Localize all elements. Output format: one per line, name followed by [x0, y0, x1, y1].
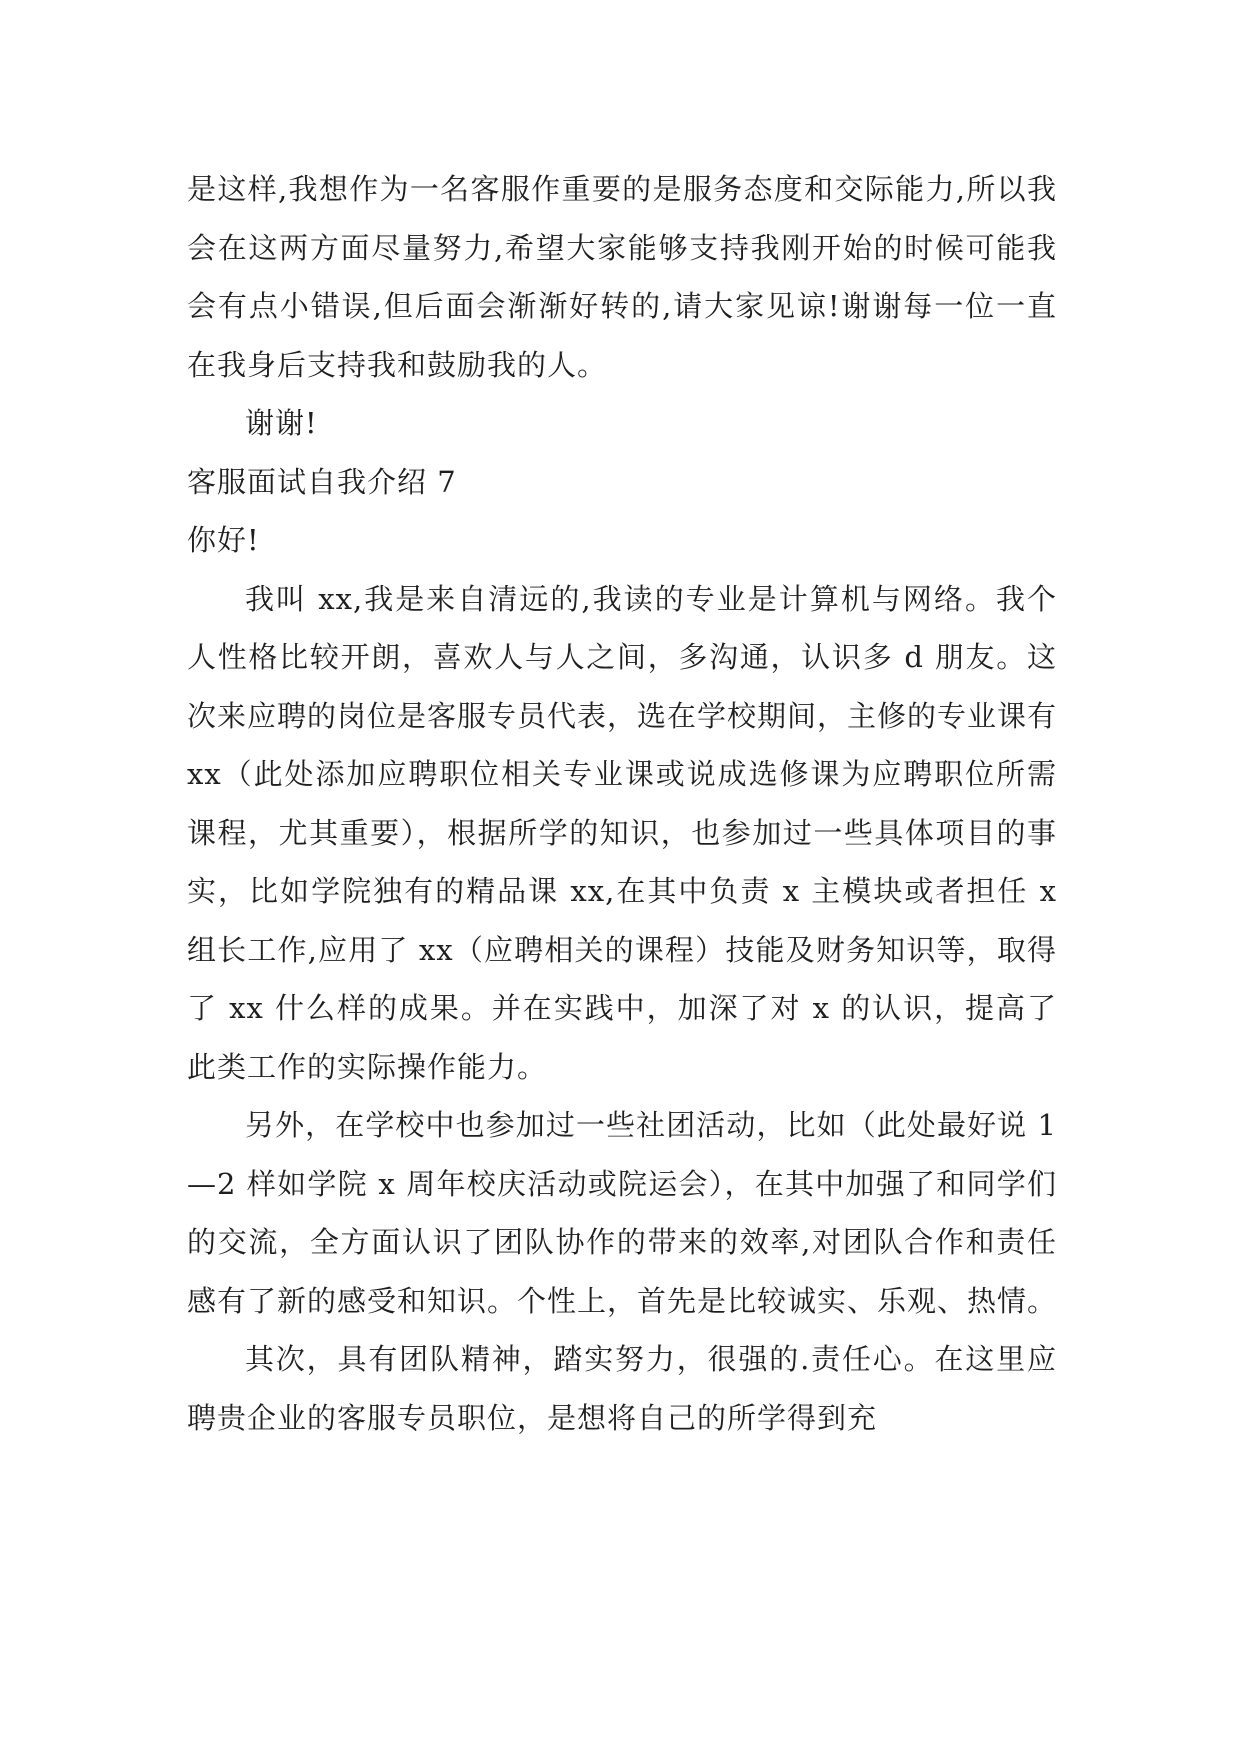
- paragraph-activities: 另外，在学校中也参加过一些社团活动，比如（此处最好说 1—2 样如学院 x 周年校庆活动或院运会），在其中加强了和同学们的交流，全方面认识了团队协作的带来的效率,对团队合作和责任感有了新的感受和知识。个性上，首先是比较诚实、乐观、热情。: [187, 1108, 1058, 1318]
- document-body: [187, 160, 1057, 1447]
- paragraph-introduction: 我叫 xx,我是来自清远的,我读的专业是计算机与网络。我个人性格比较开朗，喜欢人与人之间，多沟通，认识多 d 朋友。这次来应聘的岗位是客服专员代表，选在学校期间，主修的专业课有 xx（此处添加应聘职位相关专业课或说成选修课为应聘职位所需课程，尤其重要），根据所学的知识，也参加过一些具体项目的事实，比如学院独有的精品课 xx,在其中负责 x 主模块或者担任 x 组长工作,应用了 xx（应聘相关的课程）技能及财务知识等，取得了 xx 什么样的成果。并在实践中，加深了对 x 的认识，提高了此类工作的实际操作能力。: [187, 581, 1058, 1084]
- section-heading: 客服面试自我介绍 7: [187, 464, 457, 499]
- paragraph-teamwork: 其次，具有团队精神，踏实努力，很强的.责任心。在这里应聘贵企业的客服专员职位，是想将自己的所学得到充: [187, 1342, 1057, 1435]
- paragraph-closing-statement: 是这样,我想作为一名客服作重要的是服务态度和交际能力,所以我会在这两方面尽量努力,希望大家能够支持我刚开始的时候可能我会有点小错误,但后面会渐渐好转的,请大家见谅!谢谢每一位一直在我身后支持我和鼓励我的人。: [187, 172, 1057, 382]
- paragraph-greeting: 你好!: [187, 523, 260, 557]
- paragraph-thanks: 谢谢!: [245, 406, 318, 440]
